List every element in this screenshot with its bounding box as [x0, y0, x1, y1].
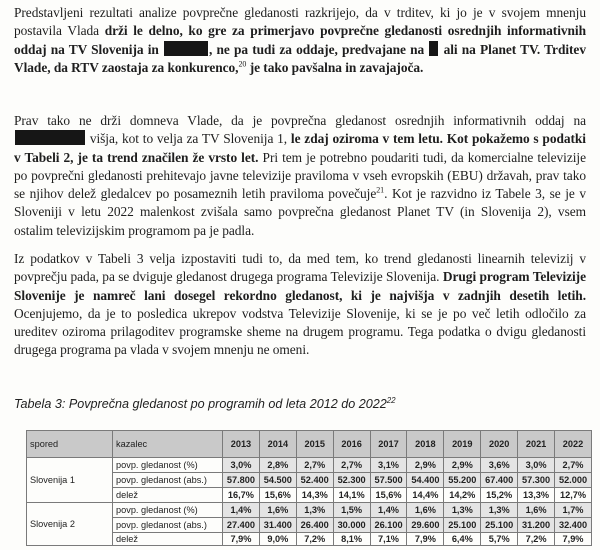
- table-cell: 2,7%: [555, 458, 592, 473]
- p3-text-2: Ocenjujemo, da je to posledica ukrepov vodstva Televizije Slovenije, ki se je po več letih odločilo za ureditev oziroma prilagoditev programske sheme na drugem programu. Tega podatka o dvigu gledanosti drugega programa pa vlada v svojem mnenju ne omeni.: [14, 305, 586, 358]
- table-cell: 2,7%: [333, 458, 370, 473]
- table-cell: 14,2%: [444, 488, 481, 503]
- header-year: 2019: [444, 431, 481, 458]
- header-spored: spored: [27, 431, 113, 458]
- table-cell: 27.400: [223, 518, 260, 533]
- program-name: Slovenija 1: [27, 458, 113, 503]
- header-year: 2022: [555, 431, 592, 458]
- p2-text-4: . Kot je razvidno iz Tabele 3, se je v Sloveniji v letu 2022 malenkost zvišala samo povprečna gledanost Planet TV (in Slovenija 2), vsem ostalim televizijskim programom pa je padla.: [14, 186, 586, 238]
- table-cell: 29.600: [407, 518, 444, 533]
- table-cell: 2,9%: [407, 458, 444, 473]
- table-cell: 14,4%: [407, 488, 444, 503]
- table-cell: 54.400: [407, 473, 444, 488]
- table-row: [27, 503, 592, 518]
- p2-text-2: višja, kot to velja za TV Slovenija 1,: [86, 131, 291, 147]
- header-year: 2015: [296, 431, 333, 458]
- p2-bold-1: le zdaj oziroma v tem letu. Kot pokažemo s podatki v Tabeli 2, je ta trend značilen že vrsto let.: [14, 131, 586, 165]
- table-cell: 7,9%: [555, 533, 592, 546]
- table-cell: 15,2%: [481, 488, 518, 503]
- p1-bold-4: je tako pavšalna in zavajajoča.: [246, 59, 424, 75]
- redaction-bar: [429, 41, 438, 56]
- redaction-bar: [164, 41, 208, 56]
- table-cell: 52.000: [555, 473, 592, 488]
- table-cell: 31.200: [518, 518, 555, 533]
- table-cell: 55.200: [444, 473, 481, 488]
- table-cell: 1,6%: [407, 503, 444, 518]
- table-cell: 67.400: [481, 473, 518, 488]
- table-cell: 25.100: [481, 518, 518, 533]
- table-cell: 7,9%: [407, 533, 444, 546]
- table-cell: 6,4%: [444, 533, 481, 546]
- p1-text-1: Predstavljeni rezultati analize povprečne gledanosti razkrijejo, da v trditev, ki jo je v svojem mnenju postavila Vlada: [14, 5, 586, 39]
- header-year: 2020: [481, 431, 518, 458]
- header-kazalec: kazalec: [113, 431, 223, 458]
- table-cell: 1,4%: [223, 503, 260, 518]
- table-cell: 26.400: [296, 518, 333, 533]
- indicator-label: delež: [113, 488, 223, 503]
- table-cell: 16,7%: [223, 488, 260, 503]
- table-cell: 57.300: [518, 473, 555, 488]
- table-cell: 14,3%: [296, 488, 333, 503]
- table-cell: 1,6%: [518, 503, 555, 518]
- table-cell: 3,0%: [223, 458, 260, 473]
- program-name: Slovenija 2: [27, 503, 113, 546]
- table-row: [27, 458, 592, 473]
- table-cell: 7,9%: [223, 533, 260, 546]
- header-year: 2017: [370, 431, 407, 458]
- table-cell: 2,7%: [296, 458, 333, 473]
- p1-bold-3: ali na Planet TV. Trditev Vlade, da RTV zaostaja za konkurenco,: [14, 41, 586, 75]
- table-cell: 25.100: [444, 518, 481, 533]
- header-year: 2021: [518, 431, 555, 458]
- table-cell: 7,1%: [370, 533, 407, 546]
- table-cell: 1,3%: [444, 503, 481, 518]
- footnote-ref-20: 20: [238, 59, 247, 69]
- p1-bold-2: , ne pa tudi za oddaje, predvajane na: [209, 41, 425, 57]
- table-cell: 15,6%: [259, 488, 296, 503]
- table-cell: 26.100: [370, 518, 407, 533]
- table-cell: 32.400: [555, 518, 592, 533]
- table-cell: 8,1%: [333, 533, 370, 546]
- table-cell: 57.800: [223, 473, 260, 488]
- table-cell: 57.500: [370, 473, 407, 488]
- paragraph-2: [14, 112, 586, 240]
- table-cell: 52.400: [296, 473, 333, 488]
- indicator-label: delež: [113, 533, 223, 546]
- table-cell: 3,1%: [370, 458, 407, 473]
- p2-text-3: Pri tem je potrebno poudariti tudi, da komercialne televizije po povprečni gledanosti prehitevajo javne televizije praviloma v vseh evropskih (EBU) državah, prav tako se njihov delež gledalcev po posameznih letih praviloma povečuje: [14, 149, 586, 202]
- indicator-label: povp. gledanost (abs.): [113, 473, 223, 488]
- table-cell: 2,8%: [259, 458, 296, 473]
- table-cell: 12,7%: [555, 488, 592, 503]
- footnote-ref-21: 21: [376, 185, 385, 195]
- table-cell: 1,6%: [259, 503, 296, 518]
- table-cell: 1,3%: [481, 503, 518, 518]
- indicator-label: povp. gledanost (%): [113, 503, 223, 518]
- header-year: 2014: [259, 431, 296, 458]
- table-cell: 52.300: [333, 473, 370, 488]
- table-cell: 1,4%: [370, 503, 407, 518]
- table-cell: 15,6%: [370, 488, 407, 503]
- p3-text-1: Iz podatkov v Tabeli 3 velja izpostaviti tudi to, da med tem, ko trend gledanosti linearnih televizij v povprečju pada, pa se dviguje gledanost drugega programa Televizije Slovenija.: [14, 251, 586, 285]
- table-cell: 9,0%: [259, 533, 296, 546]
- table-cell: 30.000: [333, 518, 370, 533]
- paragraph-3: [14, 250, 586, 360]
- table-cell: 31.400: [259, 518, 296, 533]
- table-cell: 54.500: [259, 473, 296, 488]
- indicator-label: povp. gledanost (%): [113, 458, 223, 473]
- table-header-row: [27, 431, 592, 458]
- table-cell: 7,2%: [518, 533, 555, 546]
- table-caption: [14, 397, 396, 411]
- indicator-label: povp. gledanost (abs.): [113, 518, 223, 533]
- paragraph-1: [14, 4, 586, 77]
- redaction-bar: [15, 130, 85, 145]
- header-year: 2018: [407, 431, 444, 458]
- table-cell: 14,1%: [333, 488, 370, 503]
- table-cell: 2,9%: [444, 458, 481, 473]
- table-cell: 1,5%: [333, 503, 370, 518]
- table-cell: 1,7%: [555, 503, 592, 518]
- p3-bold-1: Drugi program Televizije Slovenije je namreč lani dosegel rekordno gledanost, ki je najvišja v zadnjih desetih letih.: [14, 269, 586, 303]
- footnote-ref-22: 22: [386, 395, 396, 405]
- p1-bold-1: drži le delno, ko gre za primerjavo povprečne gledanosti osrednjih informativnih oddaj na TV Slovenija in: [14, 23, 586, 57]
- header-year: 2016: [333, 431, 370, 458]
- table-caption-text: Tabela 3: Povprečna gledanost po programih od leta 2012 do 2022: [14, 397, 387, 411]
- table-cell: 3,6%: [481, 458, 518, 473]
- table-cell: 7,2%: [296, 533, 333, 546]
- p2-text-1: Prav tako ne drži domneva Vlade, da je povprečna gledanost osrednjih informativnih oddaj na: [14, 113, 586, 128]
- table-cell: 1,3%: [296, 503, 333, 518]
- table-cell: 3,0%: [518, 458, 555, 473]
- header-year: 2013: [223, 431, 260, 458]
- viewership-table: [26, 430, 592, 546]
- table-cell: 13,3%: [518, 488, 555, 503]
- table-cell: 5,7%: [481, 533, 518, 546]
